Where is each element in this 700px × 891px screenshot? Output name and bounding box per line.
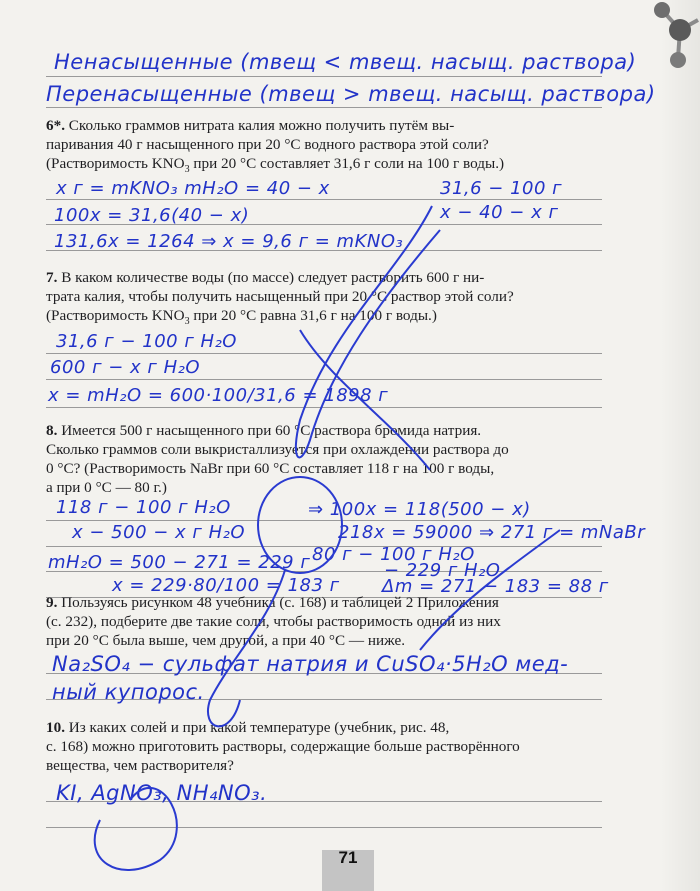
p8-handwriting-right-2: 218x = 59000 ⇒ 271 г = mNaBr	[338, 522, 646, 543]
handwritten-supersaturated: Перенасыщенные (mвещ > mвещ. насыщ. раствора)	[46, 82, 656, 106]
p6-handwriting-3: 131,6x = 1264 ⇒ x = 9,6 г = mKNO₃	[54, 231, 404, 252]
problem-6-number: 6*.	[46, 117, 65, 134]
problem-10-line-2: с. 168) можно приготовить растворы, содержащие больше растворённого	[46, 738, 520, 755]
problem-9-line-2: (с. 232), подберите две такие соли, чтобы растворимость одной из них	[46, 613, 501, 630]
problem-10-line-3: вещества, чем растворителя?	[46, 757, 234, 774]
problem-8-line-2: Сколько граммов соли выкристаллизуется при охлаждении раствора до	[46, 441, 509, 458]
problem-7-line-2: трата калия, чтобы получить насыщенный при 20 °С раствор этой соли?	[46, 288, 514, 305]
problem-6-line-1: 6*. Сколько граммов нитрата калия можно получить путём вы-	[46, 117, 455, 134]
problem-10-number: 10.	[46, 719, 65, 736]
problem-9-line-1: 9. Пользуясь рисунком 48 учебника (с. 168) и таблицей 2 Приложения	[46, 594, 499, 611]
p7-handwriting-1: 31,6 г − 100 г H₂O	[56, 331, 237, 352]
problem-7-number: 7.	[46, 269, 58, 286]
problem-10-line-1: 10. Из каких солей и при какой температуре (учебник, рис. 48,	[46, 719, 450, 736]
p8-handwriting-2: x − 500 − x г H₂O	[72, 522, 246, 543]
page-number: 71	[338, 848, 358, 867]
p7-handwriting-3: x = mH₂O = 600·100/31,6 = 1898 г	[48, 385, 389, 406]
problem-6-line-2: паривания 40 г насыщенного при 20 °С водного раствора этой соли?	[46, 136, 489, 153]
p6-handwriting-1: x г = mKNO₃ mH₂O = 40 − x	[56, 178, 330, 199]
p8-handwriting-3: mH₂O = 500 − 271 = 229 г	[48, 552, 311, 573]
p8-handwriting-right-3: 80 г − 100 г H₂O	[312, 544, 475, 565]
problem-9-line-3: при 20 °С была выше, чем другой, а при 40 °С — ниже.	[46, 632, 405, 649]
p8-handwriting-1: 118 г − 100 г H₂O	[56, 497, 231, 518]
p6-handwriting-2: 100x = 31,6(40 − x)	[54, 205, 250, 226]
problem-7-line-1: 7. В каком количестве воды (по массе) следует растворить 600 г ни-	[46, 269, 485, 286]
problem-8-line-4: а при 0 °С — 80 г.)	[46, 479, 167, 496]
problem-7-line-3: (Растворимость $KNO_3$ при 20 °С равна 31,6 г на 100 г воды.)	[46, 307, 437, 328]
problem-9-number: 9.	[46, 594, 58, 611]
p8-handwriting-right-4: − 229 г H₂O	[384, 560, 501, 581]
p9-handwriting-1: Na₂SO₄ − сульфат натрия и CuSO₄·5H₂O мед-	[52, 652, 569, 676]
p10-handwriting-1: KI, AgNO₃, NH₄NO₃.	[56, 781, 268, 805]
p8-handwriting-right-1: ⇒ 100x = 118(500 − x)	[308, 499, 531, 520]
problem-8-line-3: 0 °С? (Растворимость NaBr при 60 °С составляет 118 г на 100 г воды,	[46, 460, 495, 477]
p6-handwriting-prop-2: x − 40 − x г	[440, 202, 559, 223]
p9-handwriting-2: ный купорос.	[52, 680, 205, 704]
p8-handwriting-4: x = 229·80/100 = 183 г	[112, 575, 340, 596]
problem-6-line-3: (Растворимость $KNO_3$ при 20 °С составляет 31,6 г соли на 100 г воды.)	[46, 155, 505, 176]
handwritten-unsaturated: Ненасыщенные (mвещ < mвещ. насыщ. раствора)	[54, 50, 637, 74]
p6-handwriting-prop-1: 31,6 − 100 г	[440, 178, 563, 199]
problem-8-line-1: 8. Имеется 500 г насыщенного при 60 °С раствора бромида натрия.	[46, 422, 482, 439]
p7-handwriting-2: 600 г − x г H₂O	[50, 357, 201, 378]
problem-8-number: 8.	[46, 422, 58, 439]
p8-handwriting-right-5: Δm = 271 − 183 = 88 г	[382, 576, 609, 597]
